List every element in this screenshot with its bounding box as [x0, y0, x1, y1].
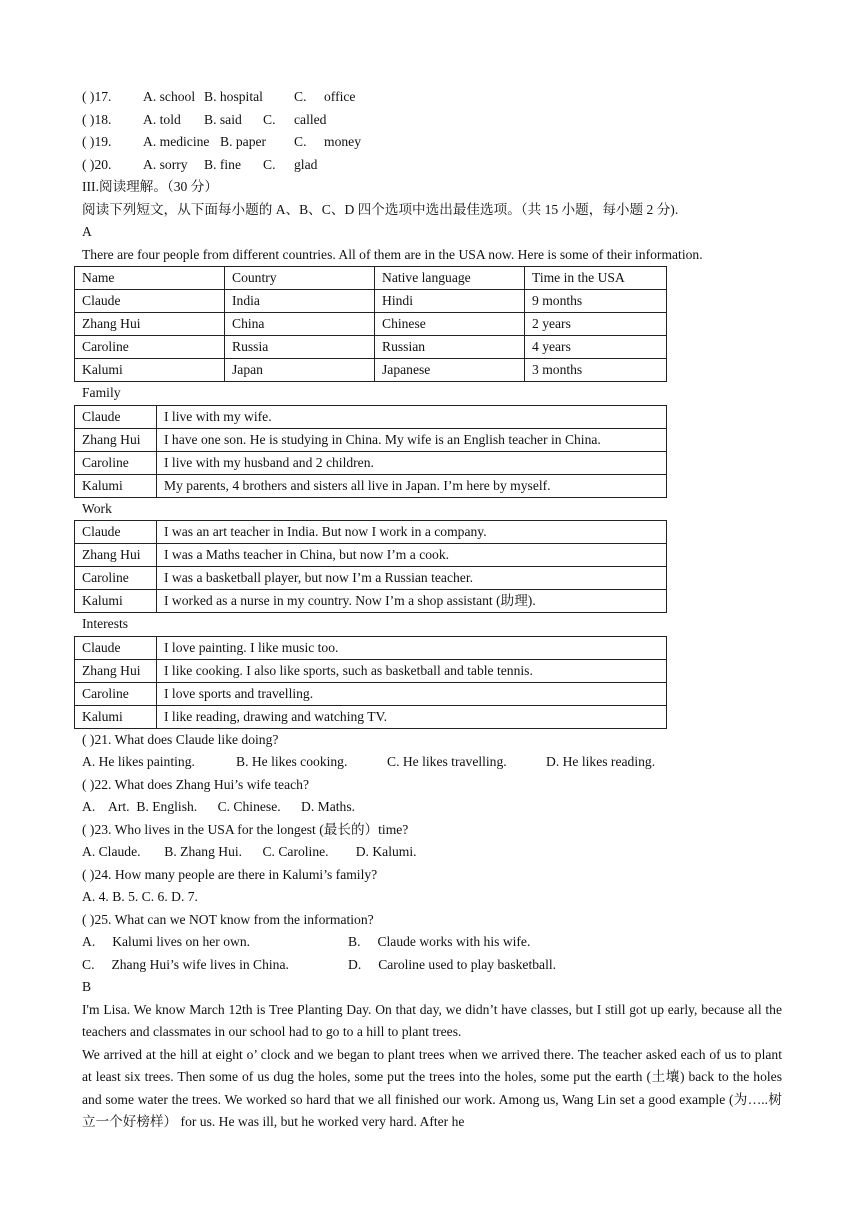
table-cell: Kalumi — [75, 705, 157, 728]
table-row — [75, 521, 667, 544]
info-table — [74, 266, 667, 382]
option-c: C. — [263, 111, 276, 127]
interests-table — [74, 636, 667, 729]
question-24-options: A. 4. B. 5. C. 6. D. 7. — [82, 889, 198, 904]
table-cell: I live with my husband and 2 children. — [157, 451, 667, 474]
option-c: C. Zhang Hui’s wife lives in China. — [82, 956, 289, 972]
table-cell: I like cooking. I also like sports, such as basketball and table tennis. — [157, 659, 667, 682]
table-cell: Zhang Hui — [75, 313, 225, 336]
table-row — [75, 682, 667, 705]
question-25-options-row2 — [82, 954, 782, 977]
option-c-text: glad — [294, 156, 318, 172]
table-row — [75, 474, 667, 497]
question-21-options — [82, 751, 782, 774]
table-cell: 9 months — [525, 290, 667, 313]
table-cell: 4 years — [525, 336, 667, 359]
table-row — [75, 336, 667, 359]
section-title: III.阅读理解。（30 分） — [82, 179, 218, 194]
table-row — [75, 544, 667, 567]
table-cell: Zhang Hui — [75, 544, 157, 567]
question-number: ( )17. — [82, 89, 112, 104]
cloze-item-18 — [82, 109, 782, 132]
table-cell: I was an art teacher in India. But now I work in a company. — [157, 521, 667, 544]
table-cell: Japan — [225, 359, 375, 382]
table-cell: Caroline — [75, 682, 157, 705]
table-cell: Russian — [375, 336, 525, 359]
table-cell: I like reading, drawing and watching TV. — [157, 705, 667, 728]
passage-a-intro: There are four people from different countries. All of them are in the USA now. Here is some of their information. — [82, 246, 703, 262]
table-cell: 2 years — [525, 313, 667, 336]
table-cell: Caroline — [75, 336, 225, 359]
option-a: A. told — [143, 111, 181, 127]
table-row — [75, 636, 667, 659]
table-row — [75, 290, 667, 313]
question-number: ( )19. — [82, 134, 112, 149]
question-24: ( )24. How many people are there in Kalumi’s family? — [82, 866, 378, 882]
table-cell: I live with my wife. — [157, 405, 667, 428]
passage-a-label: A — [82, 224, 92, 239]
table-cell: Japanese — [375, 359, 525, 382]
option-c: C. — [294, 89, 307, 104]
table-cell: I have one son. He is studying in China. My wife is an English teacher in China. — [157, 428, 667, 451]
table-cell: Kalumi — [75, 590, 157, 613]
option-b: B. Claude works with his wife. — [348, 934, 531, 949]
option-c-text: called — [294, 111, 327, 127]
work-table — [74, 520, 667, 613]
option-c-text: office — [324, 89, 356, 104]
column-header: Country — [225, 267, 375, 290]
cloze-item-17 — [82, 86, 782, 109]
option-a: A. Kalumi lives on her own. — [82, 934, 251, 949]
table-cell: Kalumi — [75, 359, 225, 382]
option-b: B. fine — [204, 156, 241, 172]
table-cell: I love painting. I like music too. — [157, 636, 667, 659]
passage-b-paragraph-2: We arrived at the hill at eight o’ clock and we began to plant trees when we arrived there. The teacher asked each of us to plant at least six trees. Then some of us dug the holes, some put the trees into the holes, some put the earth (土壤) back to the holes and some water the trees. We worked so hard that we all finished our work. Among us, Wang Lin set a good example (为…..树立一个好榜样） for us. He was ill, but he worked very hard. After he — [82, 1046, 782, 1129]
option-c: C. — [294, 134, 307, 149]
table-cell: Zhang Hui — [75, 659, 157, 682]
option-c: C. — [263, 156, 276, 172]
table-row — [75, 313, 667, 336]
table-row — [75, 405, 667, 428]
question-23-options: A. Claude. B. Zhang Hui. C. Caroline. D. Kalumi. — [82, 844, 417, 859]
table-cell: I love sports and travelling. — [157, 682, 667, 705]
table-row — [75, 451, 667, 474]
column-header: Name — [75, 267, 225, 290]
table-cell: Zhang Hui — [75, 428, 157, 451]
family-label: Family — [82, 385, 121, 400]
question-21: ( )21. What does Claude like doing? — [82, 731, 279, 747]
passage-b-label: B — [82, 979, 92, 994]
passage-b-paragraph-1: I'm Lisa. We know March 12th is Tree Planting Day. On that day, we didn’t have classes, but I still got up early, because all the teachers and classmates in our school had to go to a hill to plant trees. — [82, 1001, 782, 1039]
question-25-options-row1 — [82, 931, 782, 954]
family-table — [74, 405, 667, 498]
question-22: ( )22. What does Zhang Hui’s wife teach? — [82, 776, 309, 792]
table-cell: Caroline — [75, 451, 157, 474]
table-cell: Caroline — [75, 567, 157, 590]
column-header: Time in the USA — [525, 267, 667, 290]
question-number: ( )18. — [82, 111, 112, 127]
cloze-item-19 — [82, 131, 782, 154]
table-cell: Russia — [225, 336, 375, 359]
option-a: A. He likes painting. — [82, 754, 195, 769]
option-a: A. medicine — [143, 134, 210, 149]
option-a: A. school — [143, 89, 196, 104]
table-cell: I worked as a nurse in my country. Now I’m a shop assistant (助理). — [157, 590, 667, 613]
table-cell: China — [225, 313, 375, 336]
question-23: ( )23. Who lives in the USA for the longest (最长的）time? — [82, 821, 409, 837]
option-c: C. He likes travelling. — [387, 754, 507, 769]
table-row — [75, 659, 667, 682]
option-b: B. hospital — [204, 89, 263, 104]
table-cell: I was a basketball player, but now I’m a Russian teacher. — [157, 567, 667, 590]
column-header: Native language — [375, 267, 525, 290]
cloze-item-20 — [82, 154, 782, 177]
table-header-row — [75, 267, 667, 290]
section-instructions: 阅读下列短文，从下面每小题的 A、B、C、D 四个选项中选出最佳选项。（共 15 小题，每小题 2 分). — [82, 201, 679, 217]
question-22-options: A. Art. B. English. C. Chinese. D. Maths. — [82, 799, 356, 814]
exam-page — [82, 86, 782, 1134]
table-cell: Chinese — [375, 313, 525, 336]
table-cell: Kalumi — [75, 474, 157, 497]
table-row — [75, 567, 667, 590]
table-row — [75, 359, 667, 382]
option-c-text: money — [324, 134, 361, 149]
question-number: ( )20. — [82, 156, 112, 172]
option-d: D. He likes reading. — [546, 754, 656, 769]
table-cell: Claude — [75, 405, 157, 428]
table-row — [75, 428, 667, 451]
table-cell: Claude — [75, 521, 157, 544]
option-b: B. said — [204, 111, 242, 127]
question-25: ( )25. What can we NOT know from the information? — [82, 911, 374, 927]
table-cell: India — [225, 290, 375, 313]
interests-label: Interests — [82, 616, 129, 631]
table-row — [75, 590, 667, 613]
table-cell: I was a Maths teacher in China, but now I’m a cook. — [157, 544, 667, 567]
table-cell: Hindi — [375, 290, 525, 313]
option-b: B. paper — [220, 134, 267, 149]
table-cell: Claude — [75, 636, 157, 659]
table-cell: Claude — [75, 290, 225, 313]
option-a: A. sorry — [143, 156, 188, 172]
table-row — [75, 705, 667, 728]
work-label: Work — [82, 500, 112, 516]
option-d: D. Caroline used to play basketball. — [348, 956, 557, 972]
table-cell: 3 months — [525, 359, 667, 382]
table-cell: My parents, 4 brothers and sisters all live in Japan. I’m here by myself. — [157, 474, 667, 497]
option-b: B. He likes cooking. — [236, 754, 348, 769]
cloze-items — [82, 86, 782, 176]
